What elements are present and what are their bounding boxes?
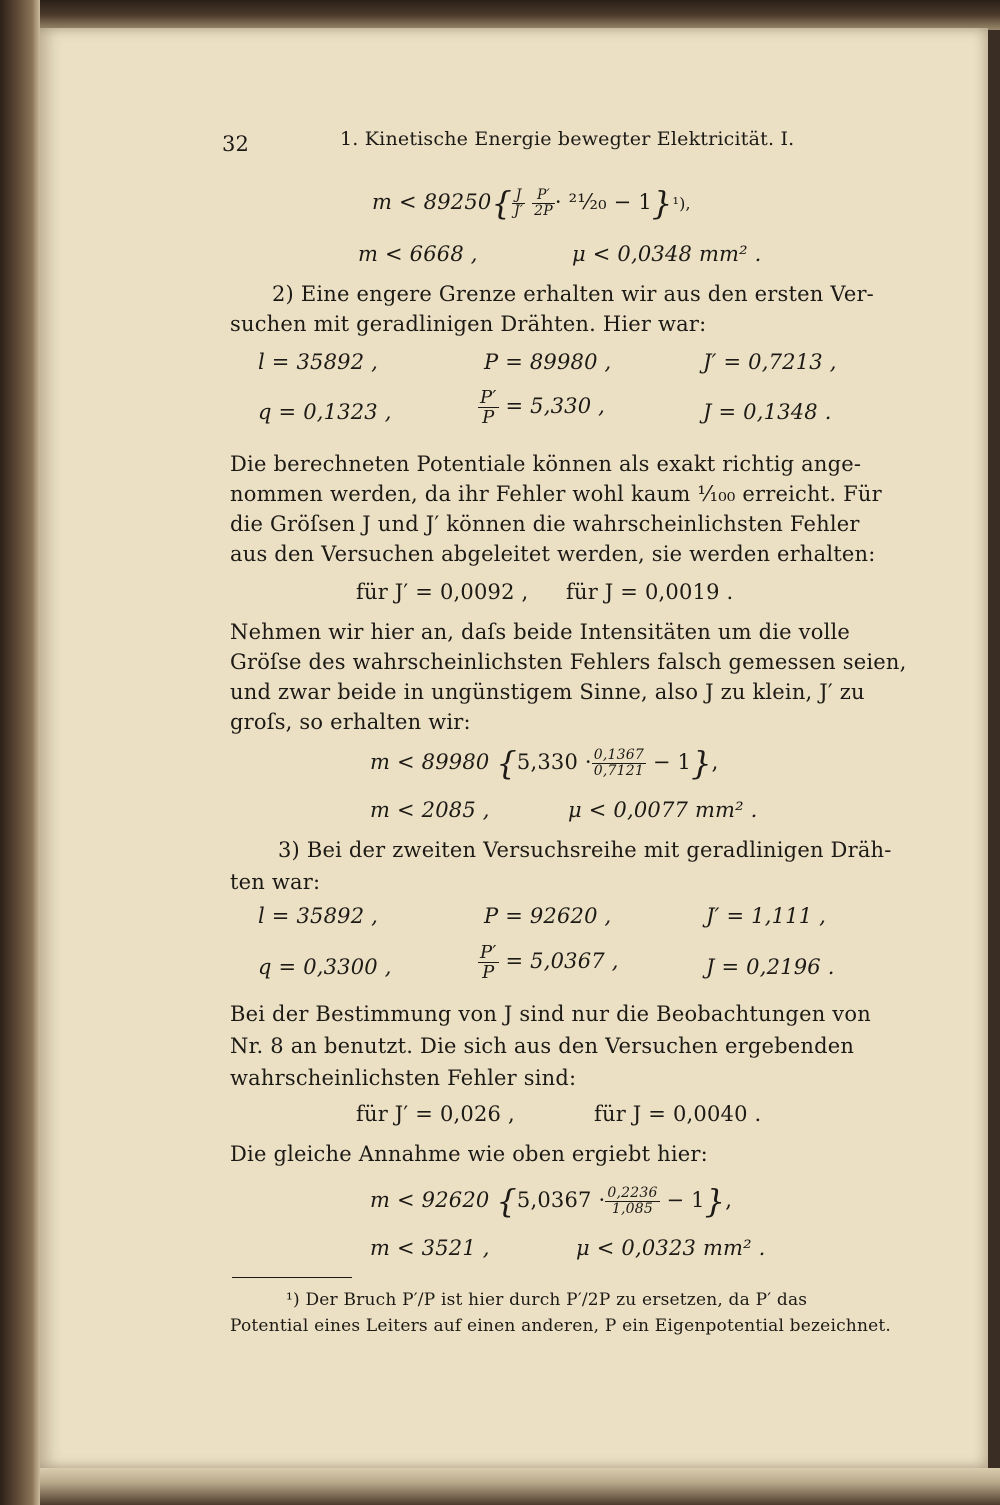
eq1-fraction-p	[532, 188, 555, 219]
value-J-2: J = 0,2196 .	[706, 955, 835, 979]
eq1-factor: · ²¹⁄₂₀ − 1	[554, 190, 652, 214]
value-ratio-1	[478, 388, 605, 427]
ratio-2-num: P′	[480, 942, 497, 963]
para3-line-3: die Gröſsen J und J′ können die wahrscheinlichsten Fehler	[230, 512, 860, 536]
eq3-den: 1,085	[611, 1201, 653, 1217]
para2-line-2: suchen mit geradlinigen Drähten. Hier war:	[230, 312, 707, 336]
eq1-frac2-den: 2P	[534, 203, 553, 219]
para6-line-2: Nr. 8 an benutzt. Die sich aus den Versuchen ergebenden	[230, 1034, 855, 1058]
ratio-1-value: = 5,330 ,	[505, 394, 606, 418]
ratio-1-fraction	[478, 388, 499, 427]
eq1-open-brace: {	[491, 184, 513, 223]
eq2-close-brace: }	[691, 744, 712, 783]
book-bottom-edge	[40, 1468, 1000, 1505]
page-number: 32	[222, 132, 250, 156]
ratio-2-fraction	[478, 943, 499, 982]
eq2-den: 0,7121	[593, 763, 644, 779]
eq3-close-brace: }	[704, 1182, 726, 1221]
equation-3-line-1	[370, 1182, 733, 1221]
footnote-line-1: ¹) Der Bruch P′/P ist hier durch P′/2P zu ersetzen, da P′ das	[286, 1290, 808, 1310]
para5-line-2: ten war:	[230, 870, 321, 894]
eq1-frac-num: J	[512, 188, 525, 204]
eq3-minus-one: − 1	[666, 1188, 705, 1212]
footnote-rule	[232, 1277, 352, 1278]
eq1-close-brace: }	[651, 184, 673, 223]
value-Jprime-2: J′ = 1,111 ,	[706, 904, 827, 928]
para2-line-1: 2) Eine engere Grenze erhalten wir aus den ersten Ver-	[272, 282, 874, 306]
eq3-open-brace: {	[496, 1182, 517, 1221]
eq2-open-brace: {	[496, 744, 517, 783]
error-J-1: für J = 0,0019 .	[566, 580, 734, 604]
ratio-1-den: P	[482, 407, 495, 428]
eq1-frac2-num: P′	[532, 188, 555, 204]
ratio-1-num: P′	[480, 387, 497, 408]
para4-line-1: Nehmen wir hier an, daſs beide Intensitäten um die volle	[230, 620, 851, 644]
eq3-fraction	[605, 1186, 659, 1217]
error-Jprime-2: für J′ = 0,026 ,	[356, 1102, 515, 1126]
eq1-line-2-m: m < 6668 ,	[358, 242, 478, 266]
eq2-lhs: m < 89980	[370, 750, 490, 774]
value-J-1: J = 0,1348 .	[703, 400, 832, 424]
eq3-comma: ,	[725, 1188, 733, 1212]
eq3-lhs: m < 92620	[370, 1188, 490, 1212]
eq2-factor: 5,330 ·	[516, 750, 592, 774]
eq1-fraction-j	[512, 188, 525, 219]
value-q-1: q = 0,1323 ,	[258, 400, 392, 424]
para5-line-1: 3) Bei der zweiten Versuchsreihe mit geradlinigen Dräh-	[278, 838, 892, 862]
value-l-1: l = 35892 ,	[258, 350, 379, 374]
value-ratio-2	[478, 943, 619, 982]
value-P-2: P = 92620 ,	[484, 904, 612, 928]
eq2-num: 0,1367	[593, 747, 644, 763]
ratio-2-den: P	[482, 962, 495, 983]
para6-line-1: Bei der Bestimmung von J sind nur die Beobachtungen von	[230, 1002, 871, 1026]
para4-line-2: Gröſse des wahrscheinlichsten Fehlers falsch gemessen seien,	[230, 650, 907, 674]
eq1-line-2-mu: μ < 0,0348 mm² .	[572, 242, 762, 266]
para7-line-1: Die gleiche Annahme wie oben ergiebt hier:	[230, 1142, 708, 1166]
ratio-2-value: = 5,0367 ,	[505, 949, 619, 973]
eq3-num: 0,2236	[607, 1185, 658, 1201]
eq1-lhs: m < 89250	[372, 190, 492, 214]
eq2-line-2-m: m < 2085 ,	[370, 798, 490, 822]
para3-line-2: nommen werden, da ihr Fehler wohl kaum ¹⁄₁₀₀ erreicht. Für	[230, 482, 882, 506]
error-J-2: für J = 0,0040 .	[594, 1102, 762, 1126]
value-Jprime-1: J′ = 0,7213 ,	[703, 350, 837, 374]
eq3-line-2-mu: μ < 0,0323 mm² .	[576, 1236, 766, 1260]
para4-line-3: und zwar beide in ungünstigem Sinne, also J zu klein, J′ zu	[230, 680, 865, 704]
para6-line-3: wahrscheinlichsten Fehler sind:	[230, 1066, 577, 1090]
value-P-1: P = 89980 ,	[484, 350, 612, 374]
eq1-footnote-ref: ¹),	[672, 194, 691, 213]
para3-line-1: Die berechneten Potentiale können als exakt richtig ange-	[230, 452, 862, 476]
running-title: 1. Kinetische Energie bewegter Elektricität. I.	[340, 128, 795, 150]
para3-line-4: aus den Versuchen abgeleitet werden, sie werden erhalten:	[230, 542, 876, 566]
eq1-frac-den: J′	[514, 203, 524, 219]
value-l-2: l = 35892 ,	[258, 904, 379, 928]
equation-2-line-1	[370, 744, 719, 783]
footnote-line-2: Potential eines Leiters auf einen anderen, P ein Eigenpotential bezeichnet.	[230, 1316, 891, 1336]
eq2-comma: ,	[711, 750, 719, 774]
error-Jprime-1: für J′ = 0,0092 ,	[356, 580, 529, 604]
book-binding	[0, 0, 40, 1505]
eq2-minus-one: − 1	[652, 750, 692, 774]
eq3-factor: 5,0367 ·	[516, 1188, 606, 1212]
value-q-2: q = 0,3300 ,	[258, 955, 392, 979]
para4-line-4: groſs, so erhalten wir:	[230, 710, 471, 734]
book-top-edge	[0, 0, 1000, 30]
equation-1-line-1	[372, 184, 691, 223]
eq3-line-2-m: m < 3521 ,	[370, 1236, 490, 1260]
eq2-line-2-mu: μ < 0,0077 mm² .	[568, 798, 758, 822]
eq2-fraction	[592, 748, 646, 779]
